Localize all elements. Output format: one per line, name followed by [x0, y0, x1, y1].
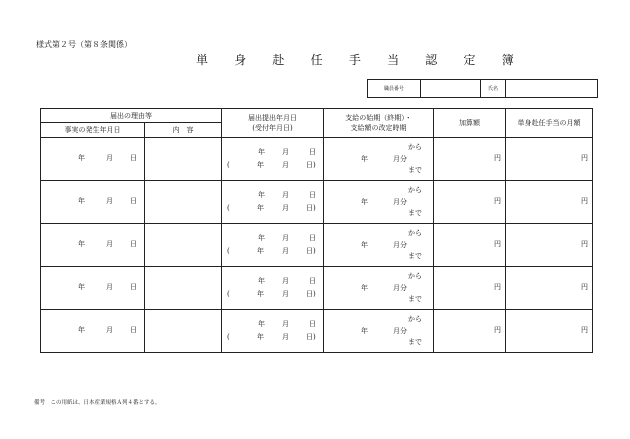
month-part-label: 月分 — [393, 198, 407, 206]
day-close-label: 日) — [306, 333, 316, 341]
month-part-label: 月分 — [393, 284, 407, 292]
until-label: まで — [408, 252, 422, 260]
year-label: 年 — [258, 191, 265, 199]
month-part-label: 月分 — [393, 155, 407, 163]
yen-label: 円 — [494, 283, 501, 291]
payment-period-cell[interactable] — [324, 310, 434, 353]
monthly-amount-cell[interactable] — [506, 138, 593, 181]
employee-no-label: 職員番号 — [368, 80, 421, 98]
day-close-label: 日) — [306, 204, 316, 212]
month-label: 月 — [282, 277, 289, 285]
occurrence-date-cell[interactable] — [41, 138, 145, 181]
details-cell[interactable] — [145, 138, 222, 181]
year-label: 年 — [78, 240, 85, 248]
day-label: 日 — [309, 277, 316, 285]
name-label: 氏名 — [481, 80, 506, 98]
monthly-amount-cell[interactable] — [506, 310, 593, 353]
month-label: 月 — [282, 204, 289, 212]
day-label: 日 — [130, 154, 137, 162]
from-label: から — [408, 315, 422, 323]
year-label: 年 — [258, 277, 265, 285]
details-cell[interactable] — [145, 181, 222, 224]
month-label: 月 — [282, 290, 289, 298]
monthly-amount-cell[interactable] — [506, 224, 593, 267]
form-reference: 様式第２号（第８条関係） — [36, 40, 132, 49]
until-label: まで — [408, 209, 422, 217]
footnote: 備考 この用紙は、日本産業規格Ａ列４番とする。 — [34, 400, 161, 406]
header-payment-period — [324, 109, 434, 138]
yen-label: 円 — [581, 154, 588, 162]
from-label: から — [408, 229, 422, 237]
until-label: まで — [408, 166, 422, 174]
year-label: 年 — [78, 197, 85, 205]
open-paren: ( — [227, 247, 230, 255]
day-label: 日 — [309, 320, 316, 328]
yen-label: 円 — [494, 197, 501, 205]
payment-period-cell[interactable] — [324, 181, 434, 224]
month-label: 月 — [106, 326, 113, 334]
table-row — [41, 267, 593, 310]
payment-period-cell[interactable] — [324, 224, 434, 267]
month-label: 月 — [106, 283, 113, 291]
day-label: 日 — [309, 234, 316, 242]
details-cell[interactable] — [145, 224, 222, 267]
open-paren: ( — [227, 204, 230, 212]
month-label: 月 — [106, 154, 113, 162]
occurrence-date-cell[interactable] — [41, 181, 145, 224]
occurrence-date-cell[interactable] — [41, 267, 145, 310]
month-label: 月 — [282, 247, 289, 255]
header-reason-group: 届出の理由等 — [41, 109, 222, 123]
year-label: 年 — [361, 241, 368, 249]
month-part-label: 月分 — [393, 241, 407, 249]
day-close-label: 日) — [306, 161, 316, 169]
header-occurrence-date: 事実の発生年月日 — [41, 123, 145, 138]
add-amount-cell[interactable] — [434, 181, 506, 224]
until-label: まで — [408, 338, 422, 346]
add-amount-cell[interactable] — [434, 138, 506, 181]
table-row — [41, 181, 593, 224]
year-label: 年 — [257, 290, 264, 298]
submission-date-cell[interactable] — [222, 267, 324, 310]
occurrence-date-cell[interactable] — [41, 224, 145, 267]
day-label: 日 — [130, 326, 137, 334]
name-field[interactable] — [506, 80, 598, 98]
open-paren: ( — [227, 161, 230, 169]
table-row — [41, 224, 593, 267]
month-label: 月 — [282, 234, 289, 242]
yen-label: 円 — [581, 326, 588, 334]
details-cell[interactable] — [145, 310, 222, 353]
yen-label: 円 — [581, 240, 588, 248]
header-submission-date-label: 届出提出年月日 — [248, 114, 297, 122]
day-label: 日 — [309, 148, 316, 156]
year-label: 年 — [257, 333, 264, 341]
yen-label: 円 — [494, 326, 501, 334]
year-label: 年 — [78, 326, 85, 334]
from-label: から — [408, 272, 422, 280]
year-label: 年 — [361, 155, 368, 163]
submission-date-cell[interactable] — [222, 181, 324, 224]
employee-id-box — [367, 79, 598, 98]
from-label: から — [408, 143, 422, 151]
table-row — [41, 138, 593, 181]
header-submission-received-label: (受付年月日) — [252, 124, 293, 132]
year-label: 年 — [78, 283, 85, 291]
year-label: 年 — [257, 247, 264, 255]
month-label: 月 — [282, 320, 289, 328]
month-label: 月 — [106, 240, 113, 248]
header-add-amount: 加算額 — [434, 109, 506, 138]
submission-date-cell[interactable] — [222, 310, 324, 353]
year-label: 年 — [257, 161, 264, 169]
occurrence-date-cell[interactable] — [41, 310, 145, 353]
header-payment-period-line1: 支給の始期（終期）・ — [345, 114, 412, 122]
month-label: 月 — [282, 191, 289, 199]
day-close-label: 日) — [306, 290, 316, 298]
until-label: まで — [408, 295, 422, 303]
yen-label: 円 — [581, 197, 588, 205]
header-payment-period-line2: 支給額の改定時期 — [350, 124, 407, 132]
allowance-register-table — [40, 108, 593, 353]
year-label: 年 — [257, 204, 264, 212]
year-label: 年 — [361, 284, 368, 292]
add-amount-cell[interactable] — [434, 224, 506, 267]
month-label: 月 — [282, 333, 289, 341]
year-label: 年 — [78, 154, 85, 162]
year-label: 年 — [361, 327, 368, 335]
open-paren: ( — [227, 333, 230, 341]
month-label: 月 — [282, 148, 289, 156]
header-monthly-amount: 単身赴任手当の月額 — [506, 109, 593, 138]
yen-label: 円 — [581, 283, 588, 291]
day-close-label: 日) — [306, 247, 316, 255]
year-label: 年 — [361, 198, 368, 206]
details-cell[interactable] — [145, 267, 222, 310]
monthly-amount-cell[interactable] — [506, 267, 593, 310]
employee-no-field[interactable] — [421, 80, 481, 98]
from-label: から — [408, 186, 422, 194]
yen-label: 円 — [494, 154, 501, 162]
month-part-label: 月分 — [393, 327, 407, 335]
day-label: 日 — [130, 197, 137, 205]
add-amount-cell[interactable] — [434, 267, 506, 310]
table-row — [41, 310, 593, 353]
month-label: 月 — [282, 161, 289, 169]
document-title: 単 身 赴 任 手 当 認 定 簿 — [196, 53, 525, 67]
year-label: 年 — [258, 234, 265, 242]
header-submission-date — [222, 109, 324, 138]
add-amount-cell[interactable] — [434, 310, 506, 353]
month-label: 月 — [106, 197, 113, 205]
submission-date-cell[interactable] — [222, 138, 324, 181]
year-label: 年 — [258, 148, 265, 156]
yen-label: 円 — [494, 240, 501, 248]
year-label: 年 — [258, 320, 265, 328]
payment-period-cell[interactable] — [324, 138, 434, 181]
submission-date-cell[interactable] — [222, 224, 324, 267]
day-label: 日 — [130, 240, 137, 248]
payment-period-cell[interactable] — [324, 267, 434, 310]
monthly-amount-cell[interactable] — [506, 181, 593, 224]
day-label: 日 — [309, 191, 316, 199]
day-label: 日 — [130, 283, 137, 291]
header-details: 内 容 — [145, 123, 222, 138]
open-paren: ( — [227, 290, 230, 298]
